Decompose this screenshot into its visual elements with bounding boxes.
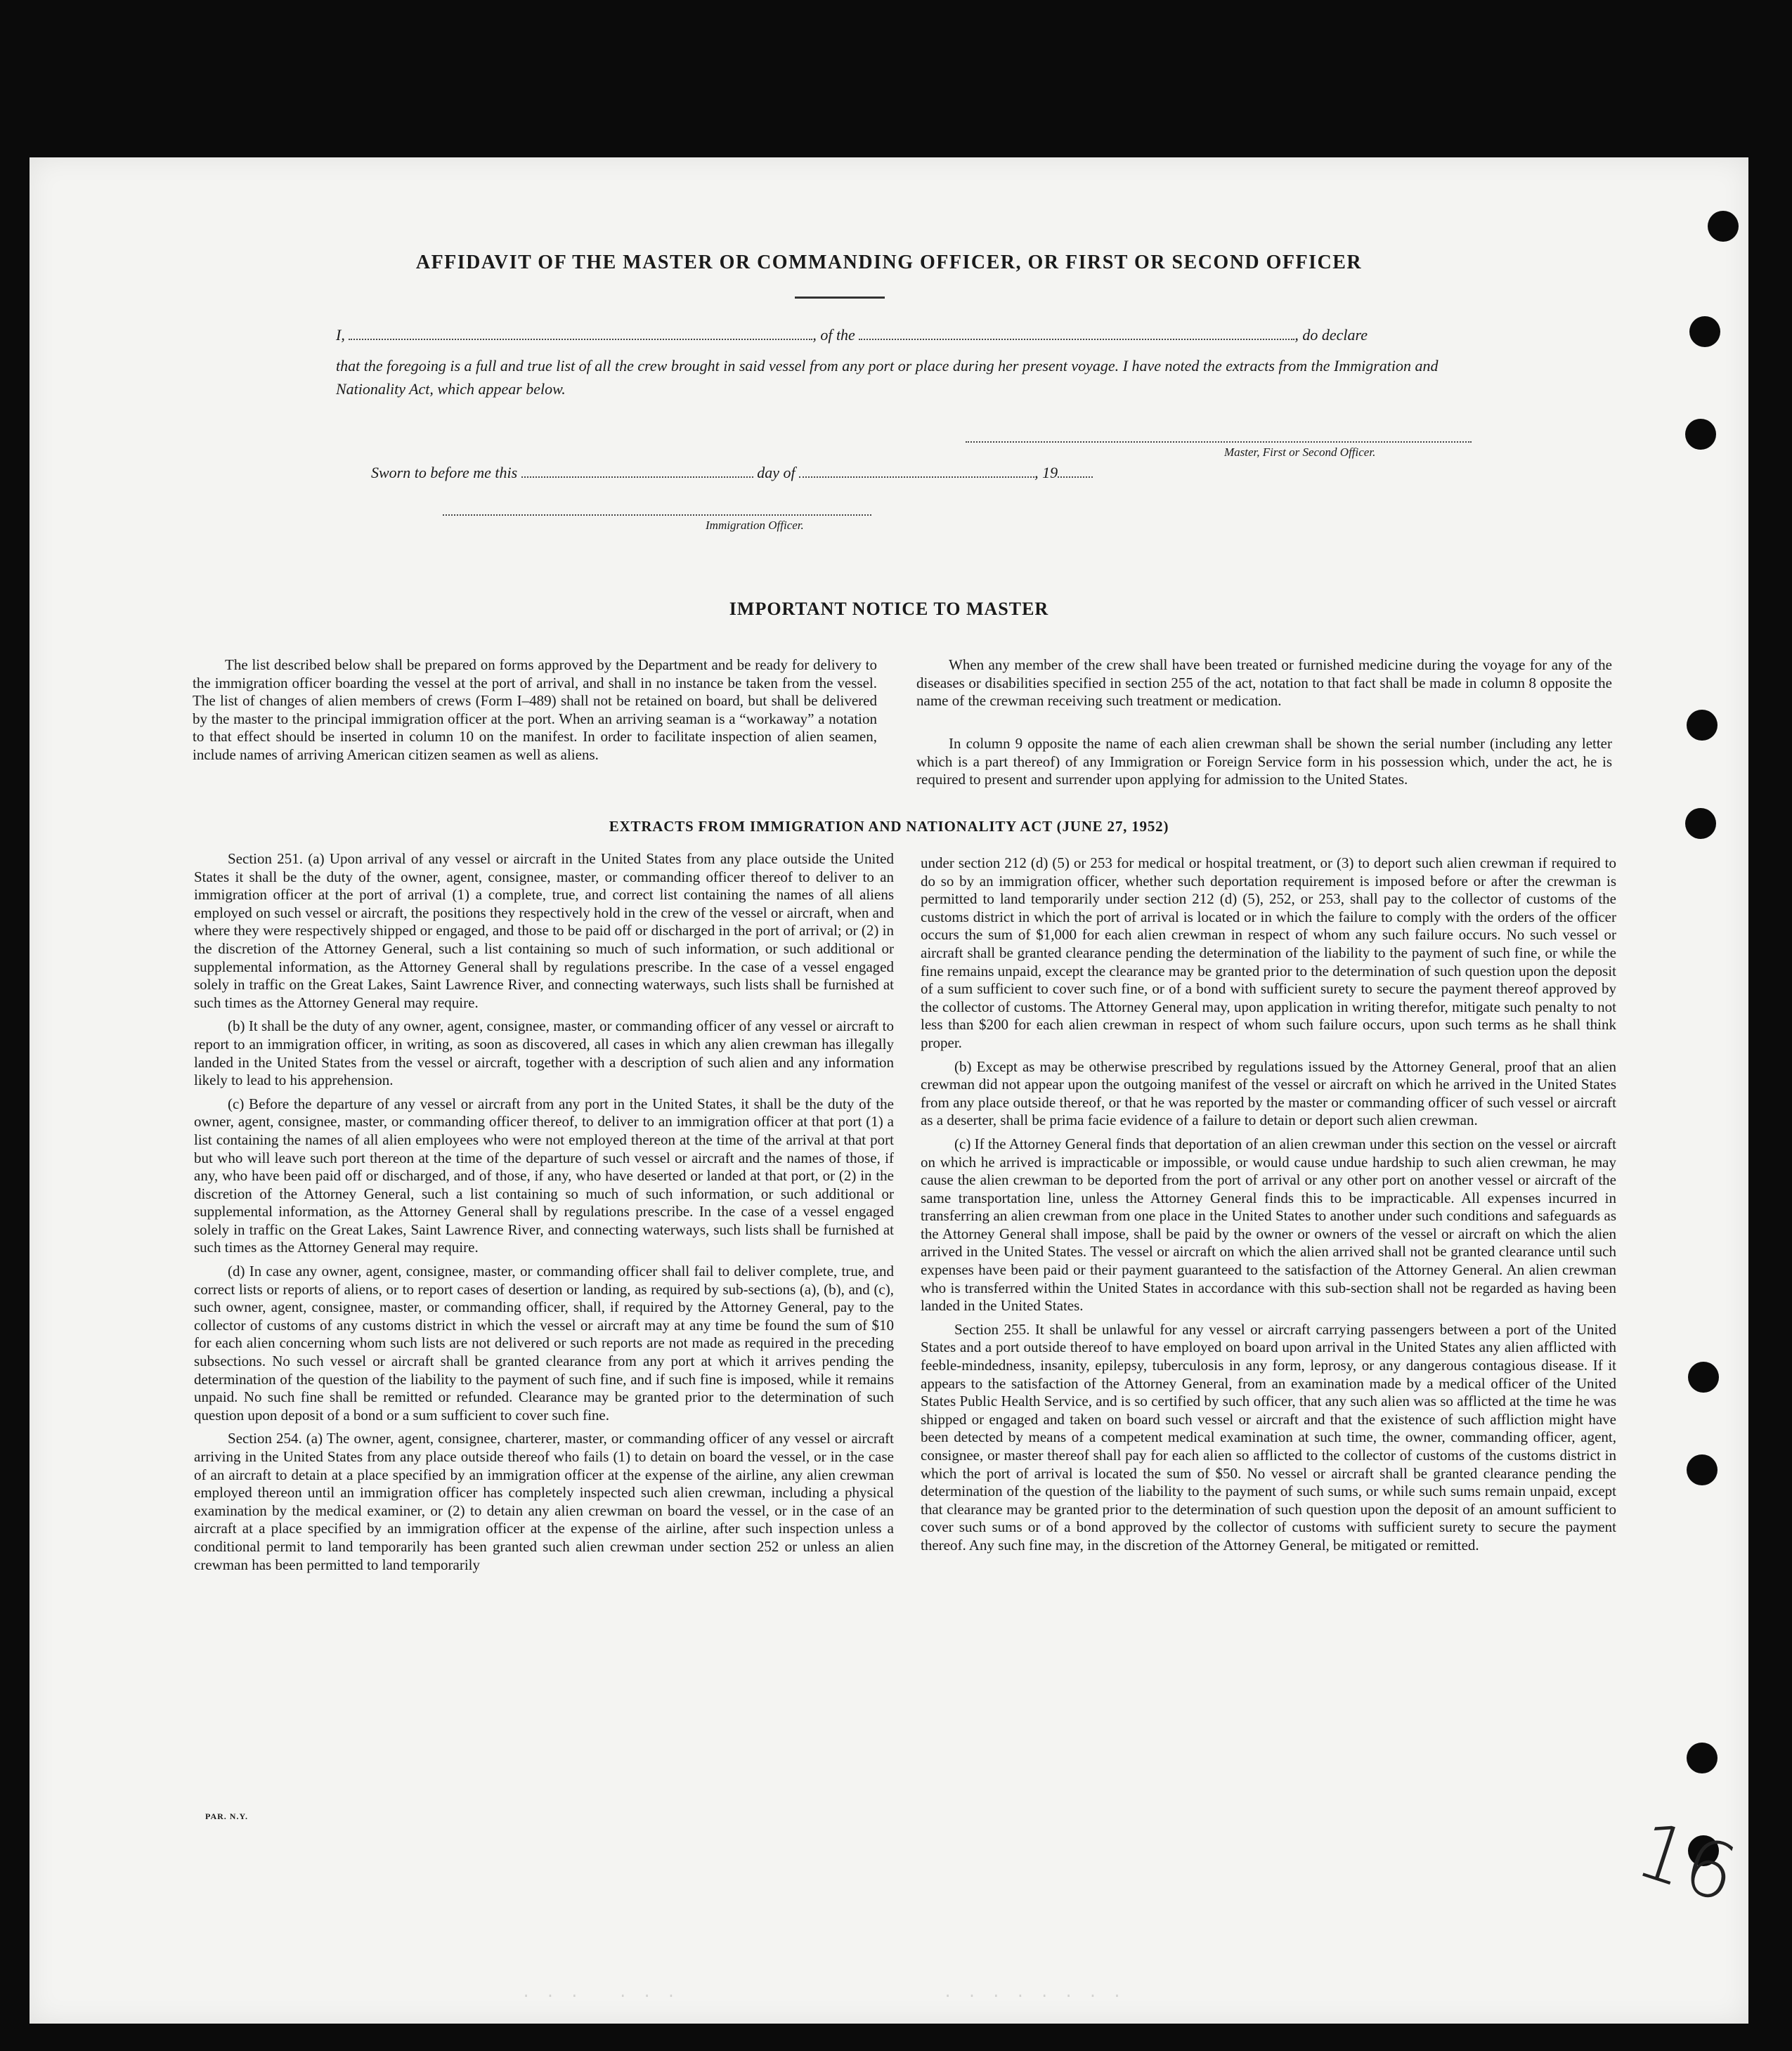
section-251d: (d) In case any owner, agent, consignee, master, or commanding officer shall fail to deliver complete, true, and correct lists or reports of aliens, or to report cases of desertion or landing, as required by sub-sections (a), (b), and (c), such owner, agent, consignee, master, or commanding officer, shall, if required by the Attorney General, pay to the collector of customs of any customs district in which the vessel or aircraft may at any time be found the sum of $10 for each alien concerning whom such lists are not delivered or such reports are not made as required in the preceding subsections. No such vessel or aircraft shall be granted clearance from any port at which it arrives pending the determination of the question of the liability to the payment of such fine, and if such fine is imposed, while it remains unpaid. No such fine shall be remitted or refunded. Clearance may be granted prior to the determination of such question upon deposit of a bond or a sum sufficient to cover such fine. xyxy=(194,1263,894,1424)
section-254b: (b) Except as may be otherwise prescribed by regulations issued by the Attorney General, proof that an alien crewman did not appear upon the outgoing manifest of the vessel or aircraft on which he arrived in the United States from any place outside thereof, or that he was reported by the master or commanding officer of such vessel or aircraft as a deserter, shall be prima facie evidence of a failure to detain or deport such alien crewman. xyxy=(921,1057,1616,1129)
day-field xyxy=(521,467,753,478)
i-prefix: I, xyxy=(336,326,345,344)
punch-hole xyxy=(1689,316,1720,347)
extracts-right-column xyxy=(921,854,1616,1561)
bleed-through-text: . . . . . . xyxy=(521,1984,679,2002)
month-field xyxy=(799,467,1034,478)
extracts-left-column xyxy=(194,850,894,1580)
vessel-field xyxy=(859,329,1294,340)
punch-hole xyxy=(1687,1743,1718,1773)
immigration-signature-line xyxy=(443,514,871,516)
section-254c: (c) If the Attorney General finds that deportation of an alien crewman under this section on the vessel or aircraft on which he arrived is impracticable or impossible, or would cause undue hardship to such alien crewman, he may cause the alien crewman to be deported from the port of arrival or any other port on another vessel or aircraft of the same transportation line, unless the Attorney General finds this to be impracticable. All expenses incurred in transferring an alien crewman from one place in the United States to another under such conditions and safeguards as the Attorney General shall impose, shall be paid by the owner or owners of the vessel or aircraft on which the alien arrived in the United States. The vessel or aircraft on which the alien arrived shall not be granted clearance until such expenses have been paid or their payment guaranteed to the satisfaction of the Attorney General. An alien crewman who is transferred within the United States in accordance with this sub-section shall not be regarded as having been landed in the United States. xyxy=(921,1135,1616,1315)
notice-right-paragraph-1: When any member of the crew shall have been treated or furnished medicine during the voyage for any of the diseases or disabilities specified in section 255 of the act, notation to that fact shall be made in column 8 opposite the name of the crewman receiving such treatment or medication. xyxy=(916,656,1612,710)
punch-hole xyxy=(1685,808,1716,839)
declaration-line xyxy=(336,326,1474,344)
punch-hole xyxy=(1685,419,1716,450)
handwritten-page-number: 16 xyxy=(1625,1804,1748,1920)
punch-hole xyxy=(1708,211,1739,242)
notice-title: IMPORTANT NOTICE TO MASTER xyxy=(729,599,1049,619)
of-the-text: , of the xyxy=(812,326,855,344)
punch-hole xyxy=(1687,1454,1718,1485)
affidavit-statement: that the foregoing is a full and true list of all the crew brought in said vessel from any port or place during her present voyage. I have noted the extracts from the Immigration and Nationality Act, which appear below. xyxy=(336,357,1439,398)
do-declare-text: , do declare xyxy=(1294,326,1368,344)
extracts-title: EXTRACTS FROM IMMIGRATION AND NATIONALITY ACT (JUNE 27, 1952) xyxy=(609,818,1169,835)
title-underline xyxy=(795,297,885,299)
section-254a: Section 254. (a) The owner, agent, consignee, charterer, master, or commanding officer of any vessel or aircraft arriving in the United States from any place outside thereof who fails (1) to detain on board the vessel, or in the case of an aircraft to detain at a place specified by an immigration officer at the expense of the airline, any alien crewman employed thereon until an immigration officer has completely inspected such alien crewman, including a physical examination by the medical examiner, or (2) to detain any alien crewman on board the vessel, or in the case of an aircraft at a place specified by an immigration officer at the expense of the airline, after such inspection unless a conditional permit to land temporarily has been granted such alien crewman under section 252 or unless an alien crewman has been permitted to land temporarily xyxy=(194,1430,894,1573)
master-caption: Master, First or Second Officer. xyxy=(1224,445,1376,459)
section-254a-continued: under section 212 (d) (5) or 253 for medical or hospital treatment, or (3) to deport such alien crewman if required to do so by an immigration officer, whether such deportation requirement is imposed before or after the crewman is permitted to land temporarily under section 212 (d) (5), 252, or 253, shall pay to the collector of customs of the customs district in which the port of arrival is located or in which the failure to comply with the orders of the officer occurs the sum of $1,000 for each alien crewman in respect of whom any such failure occurs. No such vessel or aircraft shall be granted clearance pending the determination of the liability to the payment of such fine, or while the fine remains unpaid, except the clearance may be granted prior to the determination of such question upon the deposit of a sum sufficient to cover such fine, or of a bond with sufficient surety to secure the payment thereof approved by the collector of customs. The Attorney General may, upon application in writing therefor, mitigate such penalty to not less than $200 for each alien crewman in respect of whom such failure occurs, upon such terms as he shall think proper. xyxy=(921,854,1616,1051)
punch-hole xyxy=(1687,710,1718,741)
section-255: Section 255. It shall be unlawful for any vessel or aircraft carrying passengers between a port of the United States and a port outside thereof to have employed on board upon arrival in the United States any alien afflicted with feeble-mindedness, insanity, epilepsy, tuberculosis in any form, leprosy, or any dangerous contagious disease. If it appears to the satisfaction of the Attorney General, from an examination made by a medical officer of the United States Public Health Service, and is so certified by such officer, that any such alien was so afflicted at the time he was shipped or engaged and taken on board such vessel or aircraft and that the existence of such affliction might have been detected by means of a competent medical examination at such time, the owner, commanding officer, agent, consignee, or master thereof shall pay for each alien so afflicted to the collector of customs of the customs district in which the port of arrival is located the sum of $50. No vessel or aircraft shall be granted clearance pending the determination of the question of the liability to the payment of such sums, or while such sums remain unpaid, except that clearance may be granted prior to the determination of such question upon the deposit of an amount sufficient to cover such sums or of a bond approved by the collector of customs with sufficient surety to secure the payment thereof. Any such fine may, in the discretion of the Attorney General, be mitigated or remitted. xyxy=(921,1320,1616,1554)
punch-hole xyxy=(1688,1362,1719,1393)
bleed-through-text: . . . . . . . . xyxy=(943,1984,1125,2002)
year-field xyxy=(1058,467,1093,478)
master-signature-line xyxy=(966,441,1472,443)
immigration-caption: Immigration Officer. xyxy=(706,519,804,532)
affidavit-title: AFFIDAVIT OF THE MASTER OR COMMANDING OFFICER, OR FIRST OR SECOND OFFICER xyxy=(415,252,1363,273)
name-field xyxy=(349,329,812,340)
notice-right-paragraph-2: In column 9 opposite the name of each alien crewman shall be shown the serial number (including any letter which is a part thereof) of any Immigration or Foreign Service form in his possession which, under the act, he is required to present and surrender upon applying for admission to the United States. xyxy=(916,735,1612,788)
section-251b: (b) It shall be the duty of any owner, agent, consignee, master, or commanding officer of any vessel or aircraft to report to an immigration officer, in writing, as soon as discovered, all cases in which any alien crewman has illegally landed in the United States from the vessel or aircraft, together with a description of such alien and any information likely to lead to his apprehension. xyxy=(194,1017,894,1089)
document-page xyxy=(30,157,1748,2024)
printer-mark: PAR. N.Y. xyxy=(205,1811,249,1821)
year-prefix: , 19 xyxy=(1034,464,1058,481)
sworn-prefix: Sworn to before me this xyxy=(371,464,518,481)
section-251a: Section 251. (a) Upon arrival of any vessel or aircraft in the United States from any place outside the United States it shall be the duty of the owner, agent, consignee, master, or commanding officer thereof to deliver to an immigration officer at the port of arrival (1) a complete, true, and correct list containing the names of all aliens employed on such vessel or aircraft, the positions they respectively hold in the crew of the vessel or aircraft, when and where they were respectively shipped or engaged, and those to be paid off or discharged in the port of arrival; or (2) in the discretion of the Attorney General, such a list containing so much of such information, or such additional or supplemental information, as the Attorney General shall by regulations prescribe. In the case of a vessel engaged solely in traffic on the Great Lakes, Saint Lawrence River, and connecting waterways, such lists shall be furnished at such times as the Attorney General may require. xyxy=(194,850,894,1011)
sworn-line xyxy=(371,464,1285,482)
notice-left-paragraph: The list described below shall be prepared on forms approved by the Department and be ready for delivery to the immigration officer boarding the vessel at the port of arrival, and shall in no instance be taken from the vessel. The list of changes of alien members of crews (Form I–489) shall not be retained on board, but shall be delivered by the master to the principal immigration officer at the port. When an arriving seaman is a “workaway” a notation to that effect should be inserted in column 10 on the manifest. In order to facilitate inspection of alien seamen, include names of arriving American citizen seamen as well as aliens. xyxy=(193,656,877,763)
section-251c: (c) Before the departure of any vessel or aircraft from any port in the United States, it shall be the duty of the owner, agent, consignee, master, or commanding officer thereof, to deliver to an immigration officer at that port (1) a list containing the names of all alien employees who were not employed thereon at the time of the arrival at that port but who will leave such port thereon at the time of the departure of such vessel or aircraft and the names of those, if any, who have been paid off or discharged, and of those, if any, who have deserted or landed at that port, or (2) in the discretion of the Attorney General, such a list containing so much of such information, or such additional or supplemental information, as the Attorney General shall by regulations prescribe. In the case of a vessel engaged solely in traffic on the Great Lakes, Saint Lawrence River, and connecting waterways, such lists shall be furnished at such times as the Attorney General may require. xyxy=(194,1095,894,1256)
day-of-text: day of xyxy=(757,464,796,481)
